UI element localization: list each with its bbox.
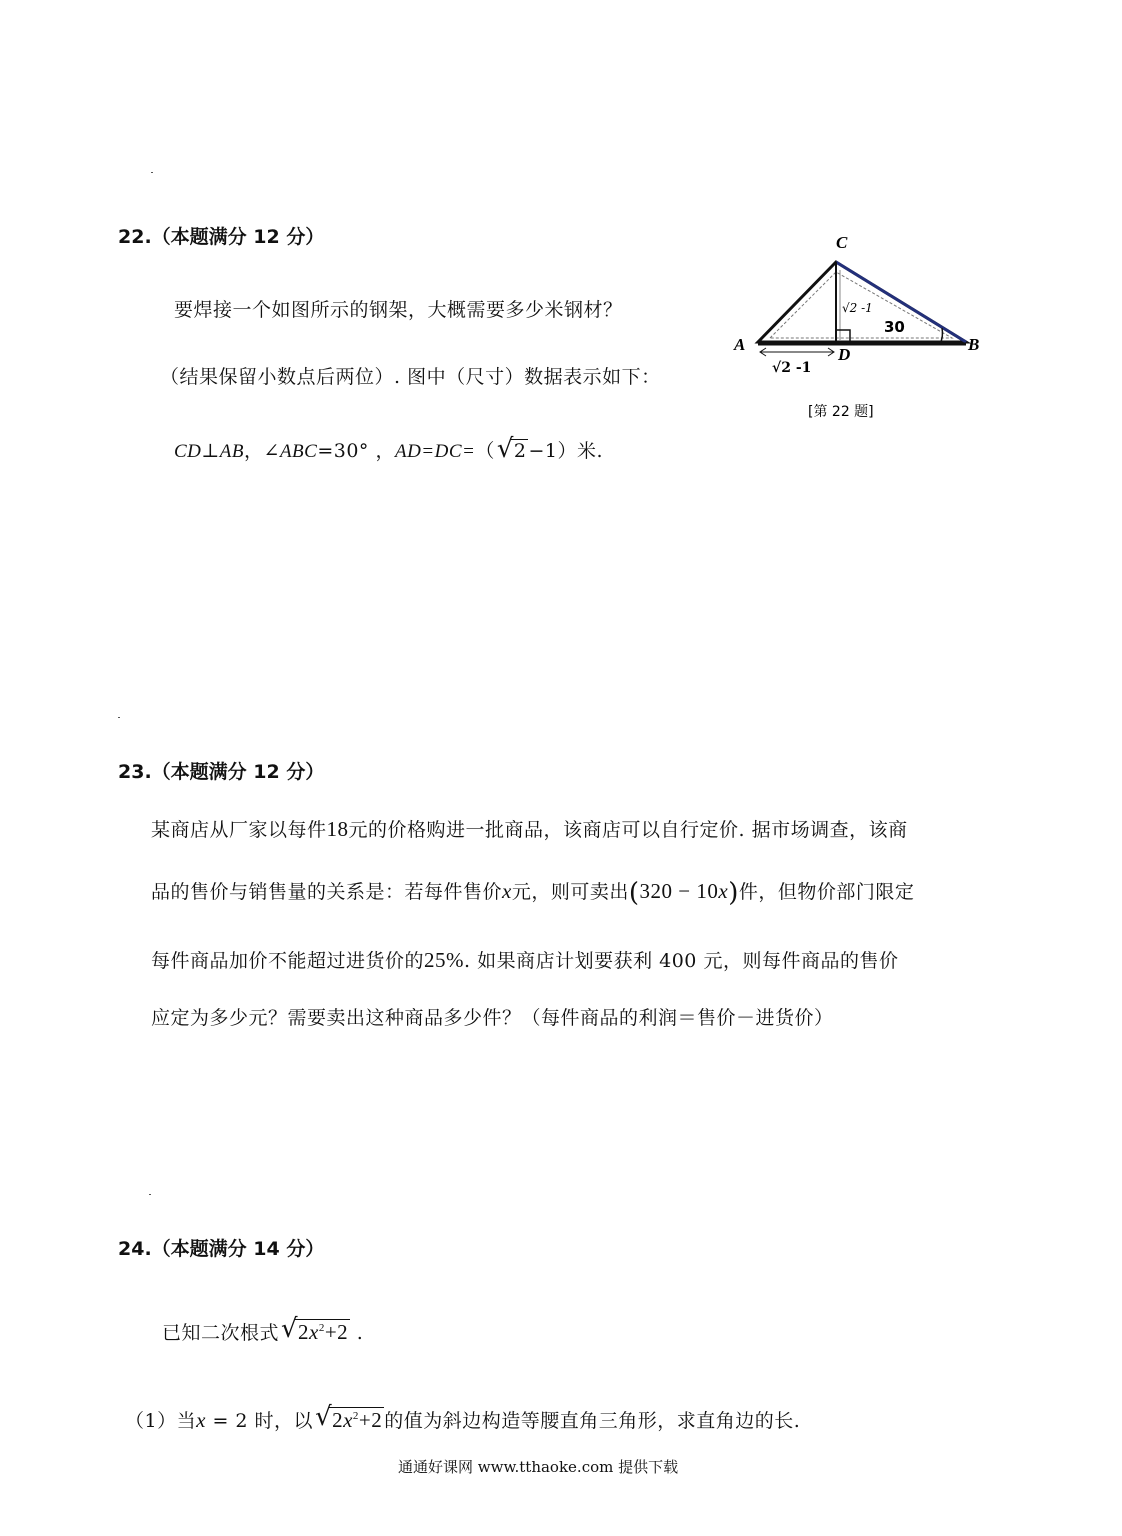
q23-line2-mid: 元，则可卖出 bbox=[511, 881, 629, 903]
q22-fig-label-cd: √2 -1 bbox=[842, 301, 873, 315]
q22-ab: AB bbox=[219, 441, 244, 462]
q24-part1-end: 的值为斜边构造等腰直角三角形，求直角边的长. bbox=[384, 1410, 801, 1432]
q23-line2-start: 品的售价与销售量的关系是：若每件售价 bbox=[151, 881, 503, 903]
q22-line2: （结果保留小数点后两位）. 图中（尺寸）数据表示如下： bbox=[160, 366, 661, 388]
q22-fig-label-angle: 30 bbox=[884, 318, 905, 336]
q23-percent: 25% bbox=[424, 948, 465, 972]
q24-rad-tail: +2 bbox=[324, 1320, 349, 1344]
q22-rparen: ）米. bbox=[557, 440, 604, 462]
q23-expression-x: x bbox=[718, 879, 729, 903]
q22-fig-caption: [第 22 题] bbox=[808, 404, 874, 420]
q24-part1-radical: √ $2x^2+2$ bbox=[315, 1402, 383, 1432]
q24-part1-x: x bbox=[196, 1408, 206, 1432]
q23-line3 bbox=[151, 946, 898, 973]
q24-rad-coef: 2 bbox=[298, 1320, 310, 1344]
q23-line3-end: . 如果商店计划要获利 400 元，则每件商品的售价 bbox=[464, 950, 899, 972]
q24-intro bbox=[162, 1314, 364, 1345]
q24-part1-eq: = 2 时，以 bbox=[205, 1410, 314, 1432]
q22-abc: ABC bbox=[279, 441, 318, 462]
q22-fig-label-c: C bbox=[836, 233, 848, 252]
q23-line2-end: 件，但物价部门限定 bbox=[738, 881, 915, 903]
q22-fig-label-d: D bbox=[838, 345, 851, 364]
q22-figure bbox=[730, 228, 1000, 428]
q22-cd: CD bbox=[174, 441, 202, 462]
stray-mark bbox=[118, 717, 120, 718]
stray-mark bbox=[149, 1194, 151, 1195]
q22-fig-label-b: B bbox=[968, 335, 980, 354]
q24-part1-rad-tail: +2 bbox=[358, 1408, 383, 1432]
q23-line4: 应定为多少元？需要卖出这种商品多少件？（每件商品的利润＝售价－进货价） bbox=[151, 1007, 834, 1029]
q24-heading: 24.（本题满分 14 分） bbox=[118, 1238, 325, 1260]
q24-radical: √ $2x^2+2$ bbox=[281, 1314, 349, 1344]
q24-part1-rad-x: x bbox=[343, 1408, 353, 1432]
q22-angle-symbol: ∠ bbox=[263, 440, 280, 462]
q23-line2 bbox=[151, 877, 914, 908]
q23-var-x: x bbox=[502, 879, 512, 903]
q22-addc: AD=DC= bbox=[394, 441, 476, 462]
q24-part1 bbox=[125, 1402, 801, 1433]
q23-heading: 23.（本题满分 12 分） bbox=[118, 761, 325, 783]
q22-line1: 要焊接一个如图所示的钢架，大概需要多少米钢材？ bbox=[174, 299, 623, 321]
page-footer: 通通好课网 www.tthaoke.com 提供下载 bbox=[398, 1458, 679, 1476]
q22-eq30: =30° ， bbox=[317, 440, 395, 462]
q22-fig-label-ad: √2 -1 bbox=[772, 360, 812, 376]
q23-line1 bbox=[151, 815, 908, 842]
q23-line1-start: 某商店从厂家以每件 bbox=[151, 819, 327, 841]
q22-lparen: （ bbox=[475, 440, 495, 462]
q24-intro-end: . bbox=[350, 1322, 364, 1344]
q23-price-18: 18 bbox=[326, 817, 349, 841]
q23-line1-end: 元的价格购进一批商品，该商店可以自行定价. 据市场调查，该商 bbox=[348, 819, 908, 841]
q22-line3 bbox=[174, 436, 603, 463]
q22-sep: ， bbox=[244, 440, 264, 462]
q24-rad-x: x bbox=[309, 1320, 319, 1344]
q23-rparen: ) bbox=[728, 878, 739, 908]
q23-expression: 320 − 10 bbox=[639, 879, 719, 903]
q23-lparen: ( bbox=[628, 878, 640, 908]
q24-rad-exp: 2 bbox=[318, 1322, 325, 1334]
q22-rad-body: 2 bbox=[511, 439, 529, 462]
q22-perp: ⊥ bbox=[201, 440, 220, 462]
q24-part1-rad-exp: 2 bbox=[352, 1410, 359, 1422]
q22-minus1: −1 bbox=[528, 440, 558, 462]
q22-radical: √ 2 bbox=[496, 434, 527, 464]
q22-fig-label-a: A bbox=[734, 335, 746, 354]
q22-heading: 22.（本题满分 12 分） bbox=[118, 226, 325, 248]
q24-intro-text: 已知二次根式 bbox=[162, 1322, 280, 1344]
q24-part1-rad-coef: 2 bbox=[332, 1408, 344, 1432]
q24-part1-start: （1）当 bbox=[125, 1410, 197, 1432]
q23-line3-start: 每件商品加价不能超过进货价的 bbox=[151, 950, 425, 972]
stray-mark bbox=[151, 172, 153, 173]
